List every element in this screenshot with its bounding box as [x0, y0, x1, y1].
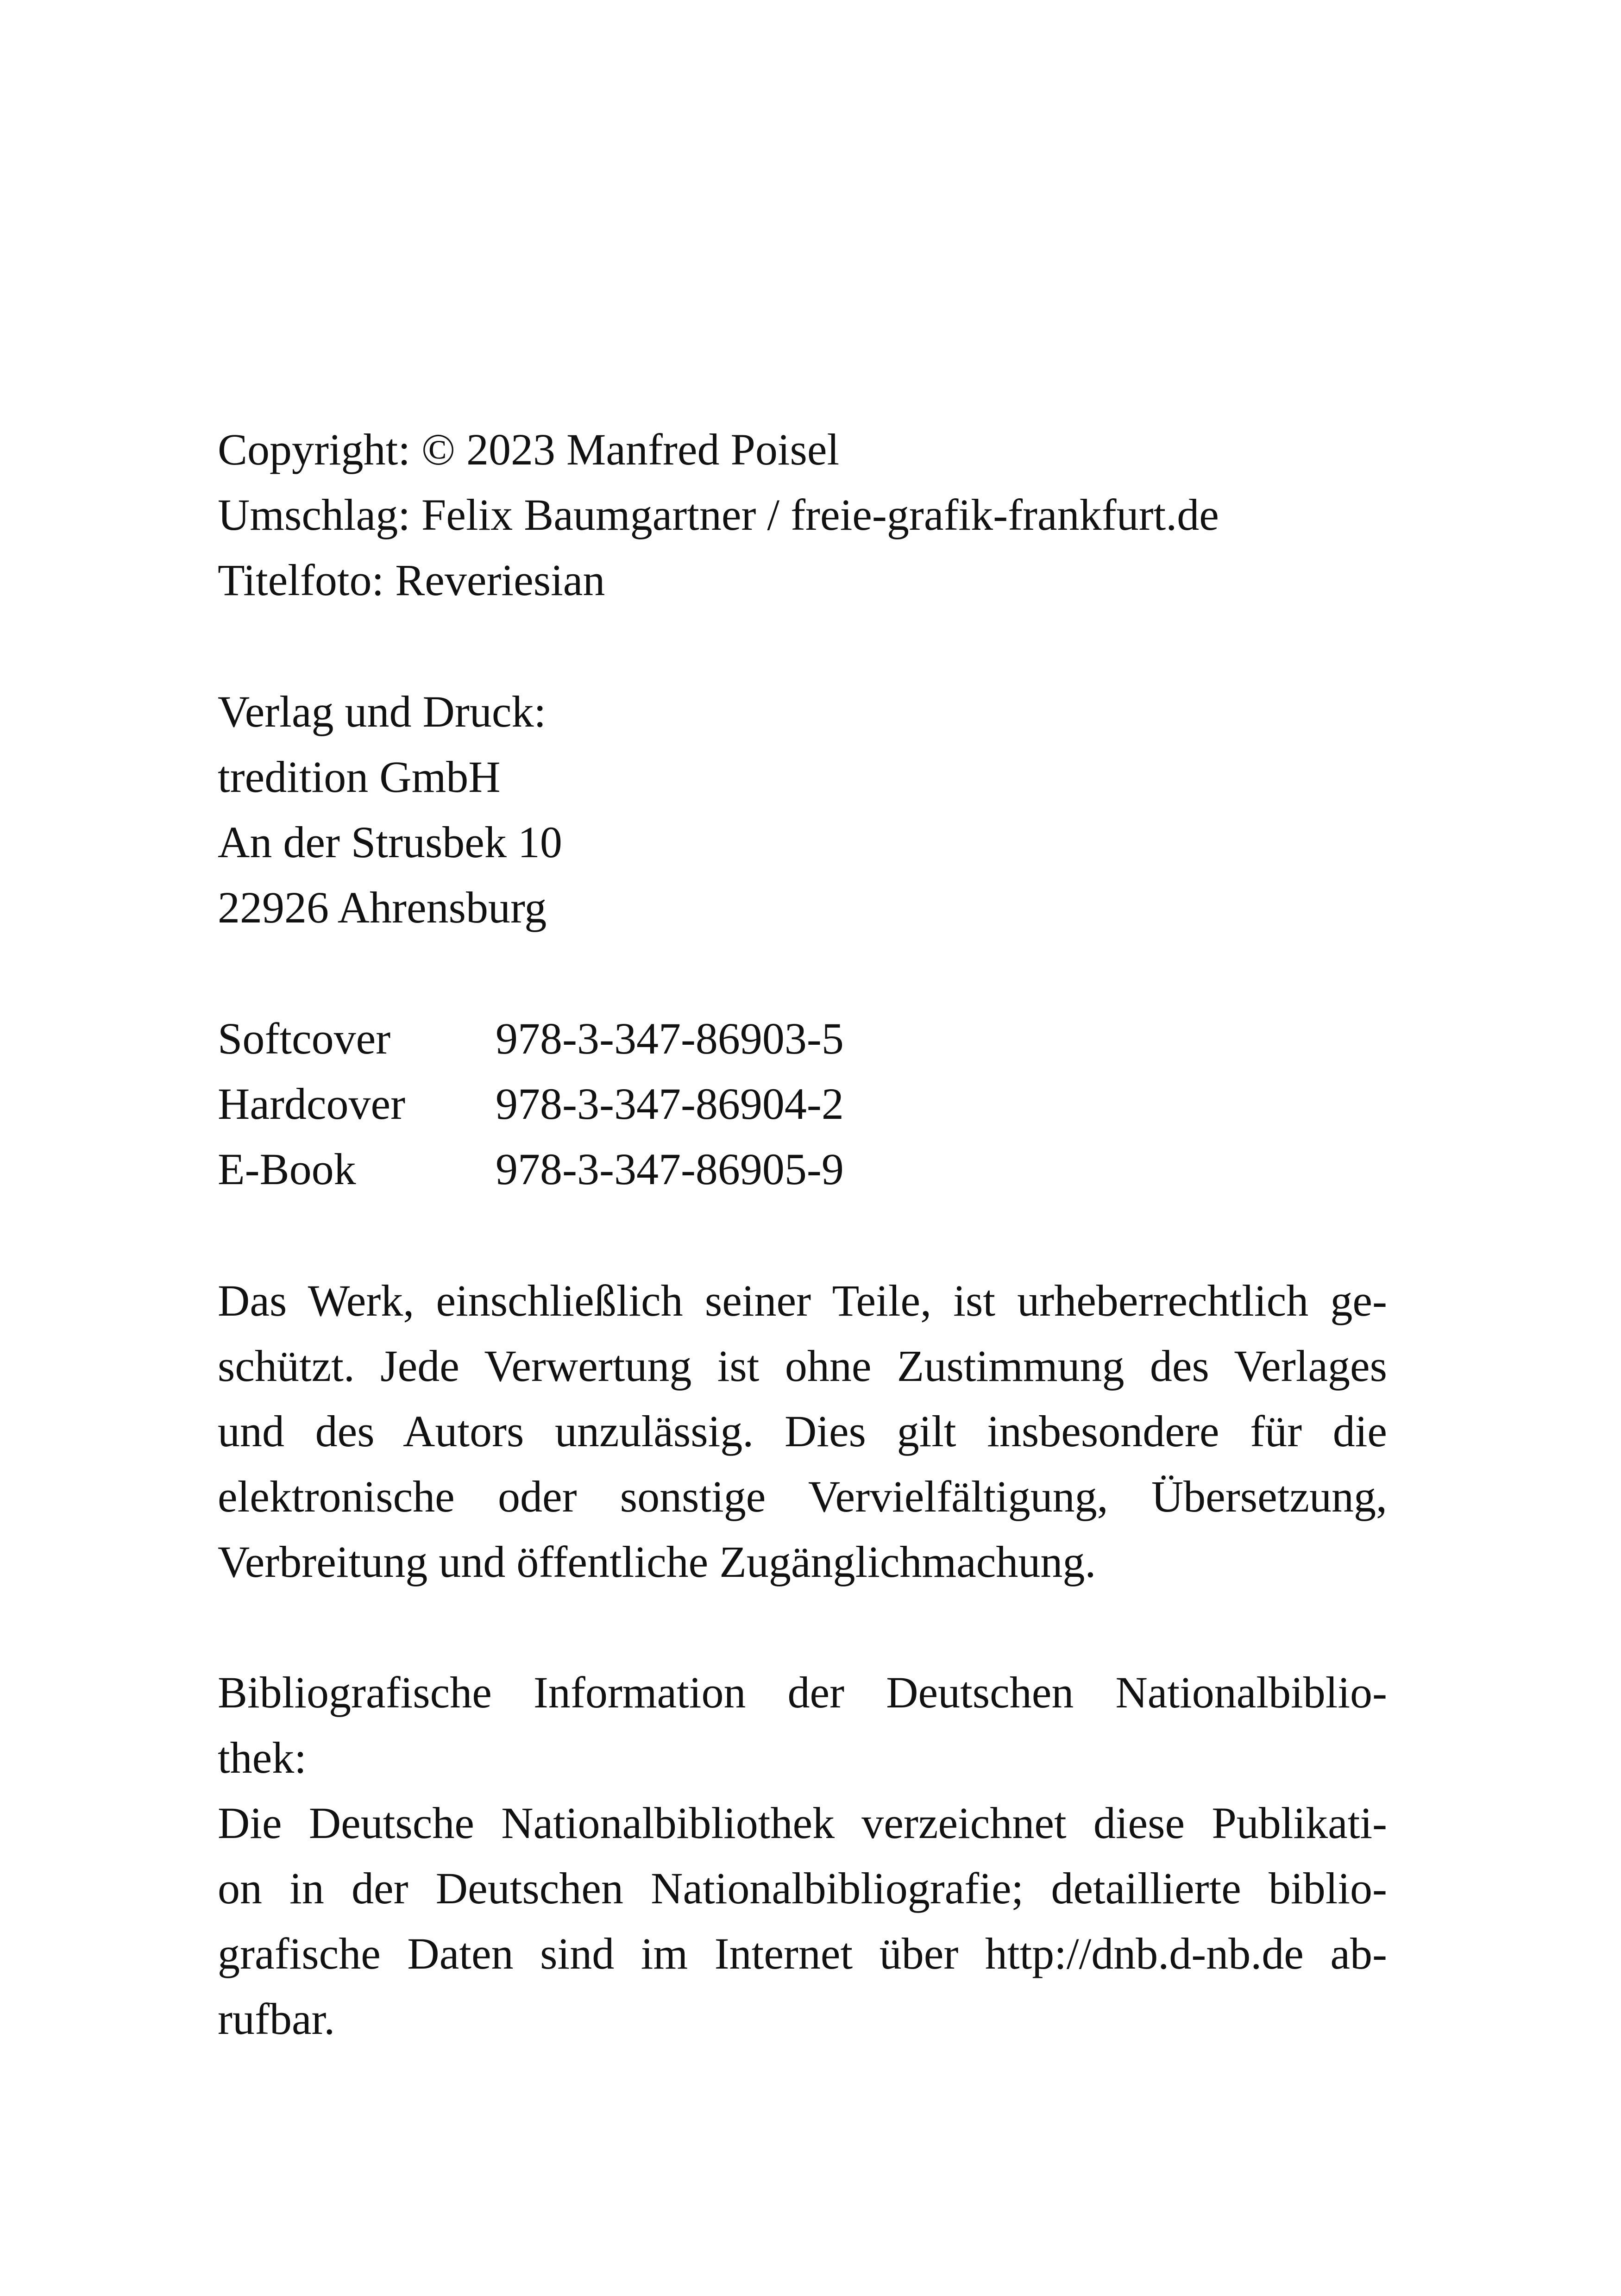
isbn-row-softcover — [218, 1006, 1387, 1071]
rights-notice-line: elektronische oder sonstige Vervielfältigung, Übersetzung, — [218, 1472, 1387, 1521]
bibliographic-info-paragraph — [218, 1660, 1387, 2051]
copyright-line: Copyright: © 2023 Manfred Poisel — [218, 425, 840, 474]
isbn-list — [218, 1006, 1387, 1202]
bibliographic-body-line: grafische Daten sind im Internet über http://dnb.d-nb.de ab- — [218, 1929, 1387, 1978]
rights-notice-line: Das Werk, einschließlich seiner Teile, ist urheberrechtlich ge- — [218, 1276, 1387, 1325]
credits-block — [218, 417, 1387, 613]
isbn-format-label: E-Book — [218, 1144, 356, 1194]
publisher-city: 22926 Ahrensburg — [218, 883, 547, 932]
bibliographic-body-line: Die Deutsche Nationalbibliothek verzeichnet diese Publikati- — [218, 1798, 1387, 1848]
publisher-heading: Verlag und Druck: — [218, 687, 547, 736]
bibliographic-heading-line: Bibliografische Information der Deutschen Nationalbiblio- — [218, 1668, 1387, 1717]
publisher-name: tredition GmbH — [218, 752, 501, 802]
publisher-block — [218, 679, 1387, 940]
bibliographic-body-line: on in der Deutschen Nationalbibliografie; detaillierte biblio- — [218, 1863, 1387, 1913]
cover-design-line: Umschlag: Felix Baumgartner / freie-grafik-frankfurt.de — [218, 490, 1219, 539]
isbn-number: 978-3-347-86904-2 — [496, 1079, 844, 1129]
isbn-format-label: Hardcover — [218, 1079, 406, 1129]
rights-notice-line: und des Autors unzulässig. Dies gilt insbesondere für die — [218, 1406, 1387, 1456]
isbn-row-ebook — [218, 1136, 1387, 1202]
rights-notice-line: schützt. Jede Verwertung ist ohne Zustimmung des Verlages — [218, 1341, 1387, 1391]
isbn-format-label: Softcover — [218, 1014, 391, 1063]
isbn-row-hardcover — [218, 1071, 1387, 1136]
bibliographic-heading-line: thek: — [218, 1733, 307, 1782]
publisher-street: An der Strusbek 10 — [218, 817, 562, 867]
cover-photo-line: Titelfoto: Reveriesian — [218, 555, 605, 605]
bibliographic-body-line: rufbar. — [218, 1994, 335, 2044]
isbn-number: 978-3-347-86903-5 — [496, 1014, 844, 1063]
isbn-number: 978-3-347-86905-9 — [496, 1144, 844, 1194]
rights-notice-paragraph — [218, 1268, 1387, 1594]
rights-notice-line: Verbreitung und öffentliche Zugänglichmachung. — [218, 1537, 1096, 1587]
